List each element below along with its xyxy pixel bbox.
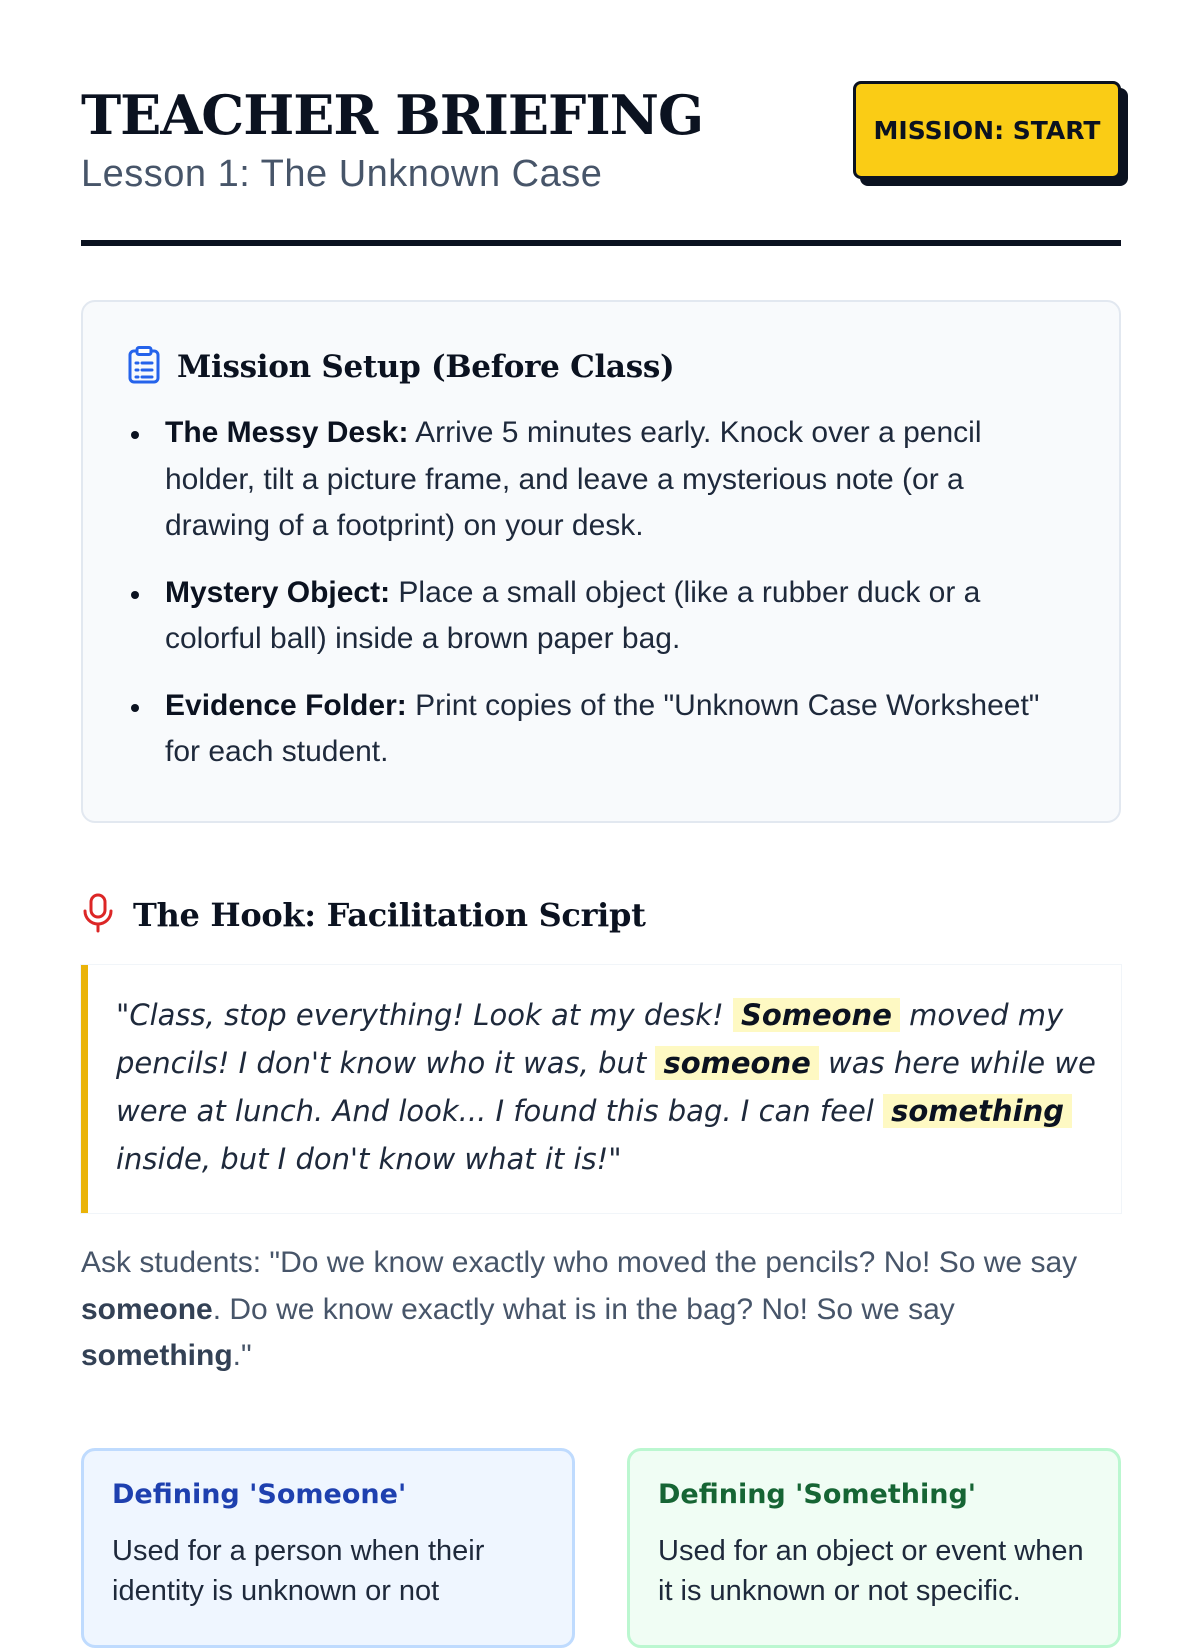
item-text: Arrive 5 minutes early. Knock over a pencil holder, tilt a picture frame, and leave a mysterious note (or a drawing of a footprint) on your desk. (165, 416, 982, 542)
item-label: Mystery Object: (165, 575, 391, 609)
highlight-something: something (883, 1094, 1072, 1128)
definition-text: Used for a person when their identity is unknown or not (112, 1535, 485, 1607)
definition-title: Defining 'Something' (658, 1479, 977, 1510)
definition-title: Defining 'Someone' (112, 1479, 407, 1510)
list-item (127, 683, 1077, 776)
quote-segment: was here while we were at lunch. And look... I found this bag. I can feel (116, 1046, 1096, 1128)
bold-something: something (81, 1339, 233, 1372)
hook-heading (81, 893, 646, 937)
clipboard-icon (127, 346, 161, 388)
highlight-someone: Someone (733, 998, 900, 1032)
definition-card-something (627, 1448, 1121, 1648)
definition-text: Used for an object or event when it is unknown or not specific. (658, 1535, 1084, 1607)
ask-students-text (81, 1240, 1121, 1380)
mission-setup-card (81, 300, 1121, 823)
hook-title: The Hook: Facilitation Script (133, 896, 646, 934)
quote-segment: "Class, stop everything! Look at my desk! (116, 998, 733, 1032)
quote-segment: inside, but I don't know what it is!" (116, 1142, 622, 1176)
briefing-page (81, 0, 1121, 1607)
header-divider (81, 240, 1121, 246)
setup-list (127, 410, 1077, 796)
quote-text (116, 991, 1116, 1183)
quote-segment: moved my pencils! I don't know who it was, but (116, 998, 1064, 1080)
definition-card-someone (81, 1448, 575, 1648)
mission-start-button[interactable]: MISSION: START (853, 81, 1121, 179)
item-text: Print copies of the "Unknown Case Worksheet" for each student. (165, 688, 1040, 768)
page-subtitle: Lesson 1: The Unknown Case (81, 153, 603, 195)
highlight-someone: someone (655, 1046, 818, 1080)
ask-segment: . Do we know exactly what is in the bag? No! So we say (212, 1292, 955, 1326)
page-title: TEACHER BRIEFING (81, 83, 704, 147)
ask-segment: ." (232, 1339, 252, 1372)
list-item (127, 410, 1077, 550)
header (81, 0, 1121, 248)
item-text: Place a small object (like a rubber duck or a colorful ball) inside a brown paper bag. (165, 575, 981, 655)
facilitation-script-quote (81, 965, 1121, 1213)
list-item (127, 570, 1077, 663)
microphone-icon (81, 893, 115, 937)
item-label: The Messy Desk: (165, 416, 409, 449)
mission-setup-title: Mission Setup (Before Class) (177, 349, 675, 385)
ask-segment: Ask students: "Do we know exactly who moved the pencils? No! So we say (81, 1246, 1078, 1279)
item-label: Evidence Folder: (165, 688, 407, 722)
mission-setup-heading (127, 346, 674, 388)
bold-someone: someone (81, 1292, 213, 1326)
